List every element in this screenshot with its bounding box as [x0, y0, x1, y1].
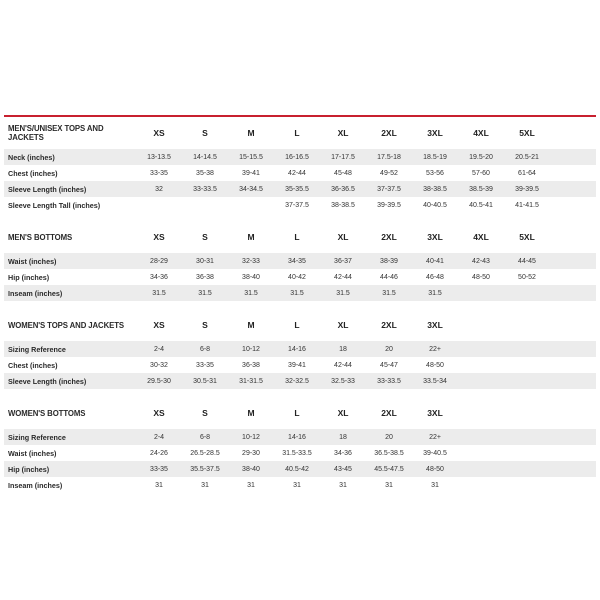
size-chart [4, 117, 596, 493]
size-column-header: XL [337, 128, 349, 138]
size-column-header: 2XL [381, 320, 397, 330]
measurement-value: 38-38.5 [331, 201, 355, 209]
measurement-value: 39-40.5 [423, 449, 447, 457]
measurement-label: Neck (inches) [8, 152, 55, 162]
measurement-value: 31.5 [382, 289, 396, 297]
measurement-value: 30-31 [196, 257, 214, 265]
measurement-value: 31 [385, 481, 393, 489]
size-section [4, 117, 596, 213]
measurement-value: 48-50 [426, 361, 444, 369]
measurement-value: 42-44 [334, 273, 352, 281]
measurement-value: 45.5-47.5 [374, 465, 404, 473]
section-header-row [4, 397, 596, 429]
measurement-value: 19.5-20 [469, 153, 493, 161]
size-column-header: M [247, 320, 255, 330]
measurement-value: 34-36 [150, 273, 168, 281]
measurement-value: 42-44 [288, 169, 306, 177]
measurement-value: 48-50 [426, 465, 444, 473]
measurement-value: 38-40 [242, 273, 260, 281]
size-column-header: L [294, 128, 300, 138]
measurement-value: 44-45 [518, 257, 536, 265]
measurement-value: 14-14.5 [193, 153, 217, 161]
size-column-header: 5XL [519, 232, 535, 242]
measurement-label: Sizing Reference [8, 344, 66, 354]
measurement-value: 40-41 [426, 257, 444, 265]
measurement-value: 31 [201, 481, 209, 489]
size-column-header: XL [337, 320, 349, 330]
measurement-row [4, 445, 596, 461]
section-title: MEN'S/UNISEX TOPS AND JACKETS [8, 124, 104, 142]
measurement-value: 44-46 [380, 273, 398, 281]
measurement-value: 33-33.5 [377, 377, 401, 385]
size-column-header: M [247, 128, 255, 138]
measurement-label: Hip (inches) [8, 272, 50, 282]
measurement-value: 32 [155, 185, 163, 193]
section-title: WOMEN'S TOPS AND JACKETS [8, 320, 124, 330]
size-column-header: XS [153, 408, 165, 418]
measurement-value: 45-47 [380, 361, 398, 369]
measurement-value: 31 [431, 481, 439, 489]
size-column-header: XS [153, 320, 165, 330]
measurement-value: 6-8 [199, 433, 211, 441]
measurement-value: 30-32 [150, 361, 168, 369]
measurement-value: 31-31.5 [239, 377, 263, 385]
measurement-value: 32.5-33 [331, 377, 355, 385]
measurement-value: 42-43 [472, 257, 490, 265]
size-column-header: 2XL [381, 128, 397, 138]
measurement-value: 31.5 [244, 289, 258, 297]
measurement-value: 33-35 [196, 361, 214, 369]
measurement-value: 31.5 [198, 289, 212, 297]
measurement-value: 46-48 [426, 273, 444, 281]
measurement-value: 31.5 [290, 289, 304, 297]
measurement-value: 37-37.5 [377, 185, 401, 193]
measurement-row [4, 429, 596, 445]
measurement-value: 40-40.5 [423, 201, 447, 209]
measurement-value: 20.5-21 [515, 153, 539, 161]
measurement-value: 35.5-37.5 [190, 465, 220, 473]
measurement-label: Chest (inches) [8, 360, 58, 370]
measurement-row [4, 269, 596, 285]
measurement-value: 33-35 [150, 465, 168, 473]
measurement-value: 40.5-41 [469, 201, 493, 209]
size-column-header: L [294, 232, 300, 242]
measurement-value: 31.5 [428, 289, 442, 297]
measurement-value: 22+ [429, 345, 441, 353]
size-column-header: XL [337, 408, 349, 418]
measurement-value: 48-50 [472, 273, 490, 281]
measurement-value: 31 [339, 481, 347, 489]
measurement-value: 2-4 [153, 433, 165, 441]
measurement-value: 37-37.5 [285, 201, 309, 209]
measurement-value: 20 [385, 345, 393, 353]
measurement-value: 34-35 [288, 257, 306, 265]
measurement-value: 31 [155, 481, 163, 489]
measurement-value: 33.5-34 [423, 377, 447, 385]
measurement-row [4, 477, 596, 493]
section-title: MEN'S BOTTOMS [8, 232, 73, 242]
measurement-value: 33-35 [150, 169, 168, 177]
measurement-label: Waist (inches) [8, 448, 57, 458]
measurement-value: 17.5-18 [377, 153, 401, 161]
measurement-row [4, 165, 596, 181]
measurement-value: 6-8 [199, 345, 211, 353]
measurement-value: 36-37 [334, 257, 352, 265]
section-title: WOMEN'S BOTTOMS [8, 408, 86, 418]
measurement-value: 35-35.5 [285, 185, 309, 193]
measurement-value: 18.5-19 [423, 153, 447, 161]
measurement-value: 14-16 [288, 345, 306, 353]
size-column-header: 5XL [519, 128, 535, 138]
measurement-value: 38-40 [242, 465, 260, 473]
measurement-row [4, 181, 596, 197]
measurement-value: 36-38 [196, 273, 214, 281]
measurement-value: 15-15.5 [239, 153, 263, 161]
measurement-value: 36-38 [242, 361, 260, 369]
measurement-value: 39-41 [288, 361, 306, 369]
measurement-value: 14-16 [288, 433, 306, 441]
size-column-header: 3XL [427, 408, 443, 418]
size-column-header: 3XL [427, 320, 443, 330]
measurement-value: 10-12 [242, 433, 260, 441]
measurement-value: 36.5-38.5 [374, 449, 404, 457]
measurement-row [4, 357, 596, 373]
measurement-row [4, 285, 596, 301]
measurement-value: 32-32.5 [285, 377, 309, 385]
measurement-label: Inseam (inches) [8, 480, 63, 490]
measurement-row [4, 197, 596, 213]
measurement-value: 33-33.5 [193, 185, 217, 193]
measurement-value: 39-39.5 [377, 201, 401, 209]
measurement-row [4, 149, 596, 165]
measurement-value: 38-39 [380, 257, 398, 265]
measurement-value: 39-39.5 [515, 185, 539, 193]
measurement-value: 53-56 [426, 169, 444, 177]
size-column-header: 3XL [427, 232, 443, 242]
measurement-value: 24-26 [150, 449, 168, 457]
measurement-value: 34-34.5 [239, 185, 263, 193]
measurement-value: 20 [385, 433, 393, 441]
measurement-label: Sizing Reference [8, 432, 66, 442]
size-column-header: M [247, 408, 255, 418]
measurement-row [4, 253, 596, 269]
measurement-value: 38.5-39 [469, 185, 493, 193]
measurement-value: 50-52 [518, 273, 536, 281]
size-column-header: 2XL [381, 232, 397, 242]
size-section [4, 309, 596, 389]
size-column-header: 2XL [381, 408, 397, 418]
size-column-header: XS [153, 232, 165, 242]
measurement-label: Hip (inches) [8, 464, 50, 474]
measurement-row [4, 373, 596, 389]
size-column-header: S [202, 128, 208, 138]
measurement-value: 18 [339, 345, 347, 353]
measurement-value: 22+ [429, 433, 441, 441]
size-column-header: L [294, 320, 300, 330]
measurement-label: Sleeve Length Tall (inches) [8, 200, 101, 210]
size-column-header: M [247, 232, 255, 242]
size-column-header: S [202, 320, 208, 330]
measurement-value: 38-38.5 [423, 185, 447, 193]
measurement-label: Waist (inches) [8, 256, 57, 266]
measurement-value: 31.5-33.5 [282, 449, 312, 457]
size-column-header: 3XL [427, 128, 443, 138]
section-header-row [4, 221, 596, 253]
size-column-header: XL [337, 232, 349, 242]
measurement-value: 32-33 [242, 257, 260, 265]
measurement-label: Sleeve Length (inches) [8, 376, 87, 386]
measurement-value: 2-4 [153, 345, 165, 353]
measurement-value: 42-44 [334, 361, 352, 369]
measurement-value: 31 [247, 481, 255, 489]
section-spacer [4, 301, 596, 309]
size-column-header: S [202, 232, 208, 242]
size-column-header: XS [153, 128, 165, 138]
measurement-label: Inseam (inches) [8, 288, 63, 298]
measurement-value: 35-38 [196, 169, 214, 177]
measurement-value: 28-29 [150, 257, 168, 265]
measurement-label: Chest (inches) [8, 168, 58, 178]
measurement-value: 34-36 [334, 449, 352, 457]
measurement-value: 31.5 [336, 289, 350, 297]
measurement-row [4, 341, 596, 357]
measurement-value: 18 [339, 433, 347, 441]
measurement-row [4, 461, 596, 477]
size-column-header: L [294, 408, 300, 418]
measurement-value: 29-30 [242, 449, 260, 457]
measurement-value: 30.5-31 [193, 377, 217, 385]
measurement-value: 57-60 [472, 169, 490, 177]
measurement-value: 31.5 [152, 289, 166, 297]
section-header-row [4, 117, 596, 149]
measurement-label: Sleeve Length (inches) [8, 184, 87, 194]
measurement-value: 61-64 [518, 169, 536, 177]
size-section [4, 221, 596, 301]
measurement-value: 17-17.5 [331, 153, 355, 161]
size-column-header: 4XL [473, 232, 489, 242]
measurement-value: 10-12 [242, 345, 260, 353]
section-header-row [4, 309, 596, 341]
measurement-value: 31 [293, 481, 301, 489]
size-column-header: S [202, 408, 208, 418]
measurement-value: 36-36.5 [331, 185, 355, 193]
measurement-value: 16-16.5 [285, 153, 309, 161]
size-section [4, 397, 596, 493]
measurement-value: 49-52 [380, 169, 398, 177]
measurement-value: 45-48 [334, 169, 352, 177]
measurement-value: 39-41 [242, 169, 260, 177]
measurement-value: 26.5-28.5 [190, 449, 220, 457]
size-column-header: 4XL [473, 128, 489, 138]
section-spacer [4, 389, 596, 397]
section-spacer [4, 213, 596, 221]
measurement-value: 43-45 [334, 465, 352, 473]
measurement-value: 41-41.5 [515, 201, 539, 209]
measurement-value: 40-42 [288, 273, 306, 281]
measurement-value: 13-13.5 [147, 153, 171, 161]
measurement-value: 29.5-30 [147, 377, 171, 385]
measurement-value: 40.5-42 [285, 465, 309, 473]
